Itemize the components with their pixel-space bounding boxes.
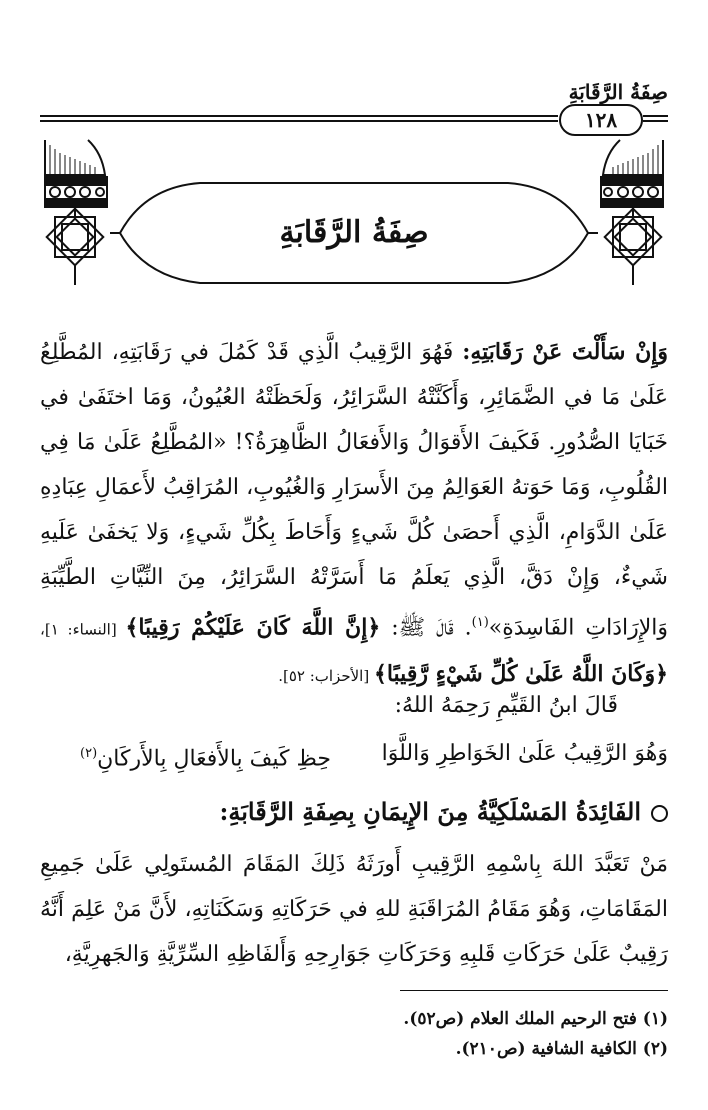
page-number-bar (40, 104, 668, 134)
left-ornament (45, 140, 107, 285)
verse-second-half: حِظِ كَيفَ بِالأَفعَالِ بِالأَركَانِ (97, 746, 332, 772)
chapter-banner (40, 135, 668, 325)
verse-first-half: وَهُوَ الرَّقِيبُ عَلَىٰ الخَوَاطِرِ وَاللَّوَا (381, 741, 668, 766)
right-ornament (601, 140, 663, 285)
chapter-title: صِفَةُ الرَّقَابَةِ (279, 215, 429, 250)
footnote-2: (٢) الكافية الشافية (ص٢١٠). (455, 1039, 668, 1059)
quran-ref-1: [النساء: ١]، (40, 620, 126, 639)
running-header: صِفَةُ الرَّقَابَةِ (568, 80, 668, 104)
footnote-divider (400, 990, 668, 991)
footnotes (40, 1004, 668, 1064)
footnote-1: (١) فتح الرحيم الملك العلام (ص٥٢). (403, 1009, 668, 1029)
header-rule-right (643, 115, 668, 122)
paragraph-text-2: . قَالَ ﷺ: (380, 615, 472, 641)
poetry-verse (40, 734, 668, 774)
paragraph-1 (40, 330, 668, 699)
footnote-mark-1: (١) (471, 615, 489, 630)
paragraph-2 (40, 842, 668, 977)
footnote-mark-2: (٢) (80, 746, 98, 761)
paragraph-2-text: مَنْ تَعَبَّدَ اللهَ بِاسْمِهِ الرَّقِيبِ أَورَثَهُ ذَلِكَ المَقَامَ المُستَولِي عَلَىٰ جَمِيعِ المَقَامَاتِ، وَهُوَ مَقَامُ المُرَاقَبَةِ للهِ في حَرَكَاتِهِ وَسَكَنَاتِهِ، لأَنَّ مَنْ عَلِمَ أَنَّهُ رَقِيبٌ عَلَىٰ حَرَكَاتِ قَلبِهِ وَحَرَكَاتِ جَوَارِحِهِ وَأَلفَاظِهِ السِّرِّيَّةِ وَالجَهرِيَّةِ، (40, 852, 668, 967)
header-rule-left (40, 115, 558, 122)
paragraph-lead: وَإِنْ سَأَلْتَ عَنْ رَقَابَتِهِ: (462, 339, 668, 365)
paragraph-text: فَهُوَ الرَّقِيبُ الَّذِي قَدْ كَمُلَ في رَقَابَتِهِ، المُطَّلِعُ عَلَىٰ مَا في الضَّمَائِرِ، وَأَكَنَّتْهُ السَّرَائِرُ، وَلَحَظَتْهُ العُيُونُ، وَمَا اختَفَىٰ في خَبَايَا الصُّدُورِ. فَكَيفَ الأَقوَالُ وَالأَفعَالُ الظَّاهِرَةُ؟! «المُطَّلِعُ عَلَىٰ مَا فِي القُلُوبِ، وَمَا حَوَتهُ العَوَالِمُ مِنَ الأَسرَارِ وَالغُيُوبِ، المُرَاقِبُ لأَعمَالِ عِبَادِهِ عَلَىٰ الدَّوَامِ، الَّذِي أَحصَىٰ كُلَّ شَيءٍ وَأَحَاطَ بِكُلِّ شَيءٍ، وَلا يَخفَىٰ عَلَيهِ شَيءٌ، وَإِنْ دَقَّ، الَّذِي يَعلَمُ مَا أَسَرَّتْهُ السَّرَائِرُ، مِنَ النِّيَّاتِ الطَّيِّبَةِ وَالإِرَادَاتِ الفَاسِدَةِ» (40, 340, 669, 641)
verse-second-half-wrap (80, 734, 331, 779)
page-number: ١٢٨ (559, 104, 643, 136)
section-heading (40, 792, 668, 832)
quran-ref-2: [الأحزاب: ٥٢]. (278, 667, 374, 686)
quran-quote-1: ﴿إِنَّ اللَّهَ كَانَ عَلَيْكُمْ رَقِيبًا﴾ (125, 614, 381, 641)
quran-quote-2: ﴿وَكَانَ اللَّهُ عَلَىٰ كُلِّ شَيْءٍ رَّقِيبًا﴾ (373, 661, 668, 688)
section-heading-text: الفَائِدَةُ المَسْلَكِيَّةُ مِنَ الإِيمَانِ بِصِفَةِ الرَّقَابَةِ: (219, 797, 641, 826)
attribution-line: قَالَ ابنُ القَيِّمِ رَحِمَهُ اللهُ: (394, 693, 618, 718)
circle-bullet-icon (651, 805, 668, 822)
